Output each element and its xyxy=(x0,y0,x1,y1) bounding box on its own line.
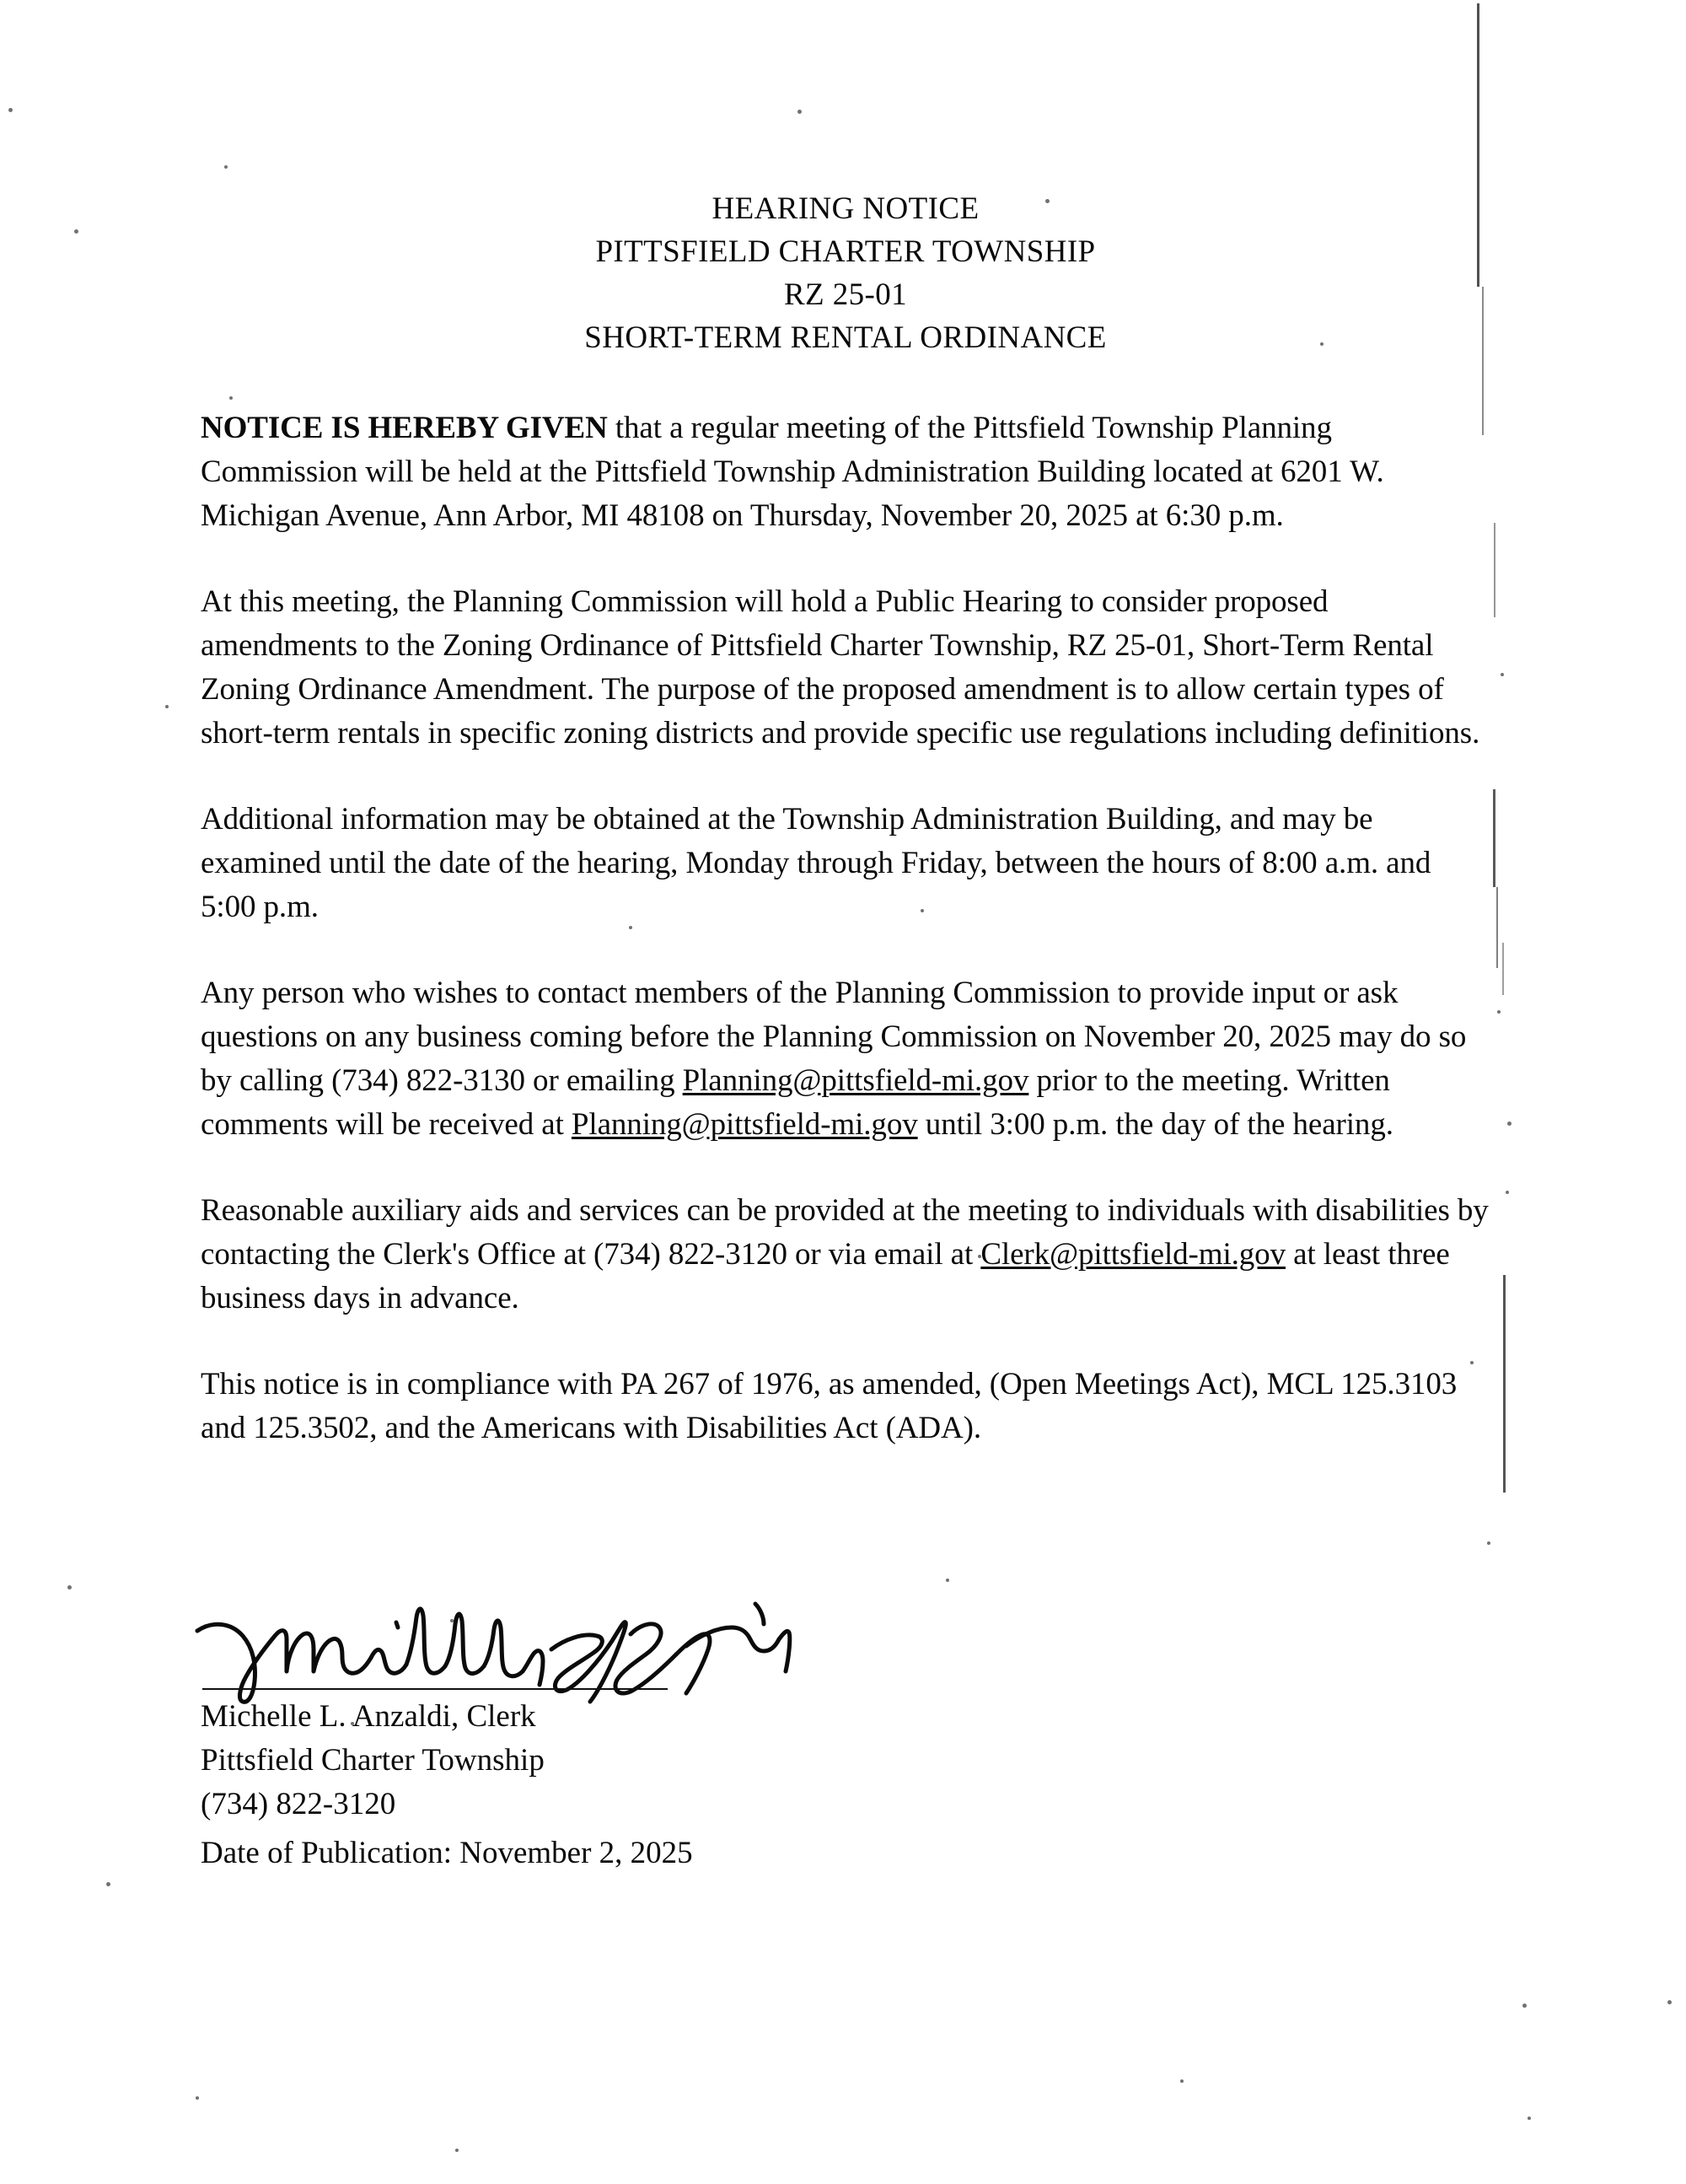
scan-speck xyxy=(1667,2000,1672,2004)
spacer xyxy=(201,538,1490,580)
scan-speck xyxy=(165,705,169,708)
scan-speck xyxy=(1506,1191,1509,1194)
spacer xyxy=(201,1147,1490,1189)
title-line-case-number: RZ 25-01 xyxy=(783,277,908,312)
title-line-ordinance: SHORT-TERM RENTAL ORDINANCE xyxy=(584,320,1107,355)
signature-block xyxy=(201,1695,545,1826)
scan-streak-artifact-mid xyxy=(1494,523,1495,617)
scan-speck xyxy=(74,229,78,234)
notice-meeting-details: that a regular meeting of the Pittsfield Township Planning Commission will be held at the Pittsfield Township Administration Building located at 6201 W. Michigan Avenue, Ann Arbor, MI 48108 on Thursday, November 20, 2025 at 6:30 p.m. xyxy=(201,411,1384,533)
title-line-township: PITTSFIELD CHARTER TOWNSHIP xyxy=(595,234,1096,269)
paragraph-notice-given xyxy=(201,406,1490,538)
document-body xyxy=(201,0,1490,1450)
contact-deadline-text: until 3:00 p.m. the day of the hearing. xyxy=(917,1107,1393,1142)
accessibility-intro-text: Reasonable auxiliary aids and services can be provided at the meeting to individuals with disabilities by contacting the Clerk's Office at (734) 822-3120 or via email at xyxy=(201,1193,1489,1272)
spacer xyxy=(201,929,1490,971)
notice-lead-in: NOTICE IS HEREBY GIVEN xyxy=(201,411,608,445)
publication-date: Date of Publication: November 2, 2025 xyxy=(201,1836,693,1870)
contact-middle-text: prior to the meeting. Written comments will be received at xyxy=(201,1063,1390,1142)
title-line-hearing-notice: HEARING NOTICE xyxy=(711,191,980,226)
spacer xyxy=(201,359,1490,406)
signature-line xyxy=(202,1688,668,1690)
handwritten-signature xyxy=(194,1584,801,1702)
planning-email-link-primary[interactable]: Planning@pittsfield-mi.gov xyxy=(682,1063,1029,1098)
accessibility-notice-text: at least three business days in advance. xyxy=(201,1237,1450,1315)
scan-speck xyxy=(8,108,13,112)
scan-speck xyxy=(1180,2079,1184,2083)
spacer xyxy=(201,756,1490,798)
scan-streak-artifact-lower2 xyxy=(1496,887,1498,968)
signer-name-and-title: Michelle L. Anzaldi, Clerk xyxy=(201,1699,536,1734)
scan-speck xyxy=(946,1579,949,1582)
paragraph-public-input-contact xyxy=(201,971,1490,1147)
planning-email-link-secondary[interactable]: Planning@pittsfield-mi.gov xyxy=(571,1107,918,1142)
paragraph-accessibility-accommodations xyxy=(201,1189,1490,1321)
scan-speck xyxy=(455,2149,459,2152)
signer-phone: (734) 822-3120 xyxy=(201,1787,396,1821)
scan-speck xyxy=(1522,2004,1527,2008)
clerk-email-link[interactable]: Clerk@pittsfield-mi.gov xyxy=(980,1237,1286,1272)
signature-area xyxy=(201,1584,841,1710)
contact-intro-text: Any person who wishes to contact members of the Planning Commission to provide input or ask questions on any business coming before the Planning Commission on November 20, 2025 may do so by calling (734) 822-3130 or emailing xyxy=(201,976,1467,1098)
paragraph-legal-compliance: This notice is in compliance with PA 267 of 1976, as amended, (Open Meetings Act), MCL 125.3103 and 125.3502, and the Americans with Disabilities Act (ADA). xyxy=(201,1367,1458,1445)
paragraph-additional-information: Additional information may be obtained at the Township Administration Building, and may be examined until the date of the hearing, Monday through Friday, between the hours of 8:00 a.m. and 5:00 p.m. xyxy=(201,802,1431,924)
scan-speck xyxy=(1507,1122,1511,1126)
paragraph-public-hearing-purpose: At this meeting, the Planning Commission will hold a Public Hearing to consider proposed amendments to the Zoning Ordinance of Pittsfield Charter Township, RZ 25-01, Short-Term Rental Zoning Ordinance Amendment. The purpose of the proposed amendment is to allow certain types of short-term rentals in specific zoning districts and provide specific use regulations including definitions. xyxy=(201,584,1480,750)
signer-organization: Pittsfield Charter Township xyxy=(201,1743,545,1778)
scan-speck xyxy=(106,1882,110,1886)
spacer xyxy=(201,1321,1490,1363)
scan-speck xyxy=(1528,2117,1531,2120)
scan-speck xyxy=(67,1585,72,1590)
scan-streak-artifact-bottom xyxy=(1503,1275,1506,1493)
scan-speck xyxy=(1497,1010,1501,1014)
scan-speck xyxy=(196,2096,199,2100)
document-title-block xyxy=(201,187,1490,359)
scan-speck xyxy=(1487,1541,1490,1545)
scan-speck xyxy=(1501,673,1504,676)
scan-streak-artifact-lower xyxy=(1493,789,1495,887)
scan-streak-artifact-tail xyxy=(1502,943,1504,995)
